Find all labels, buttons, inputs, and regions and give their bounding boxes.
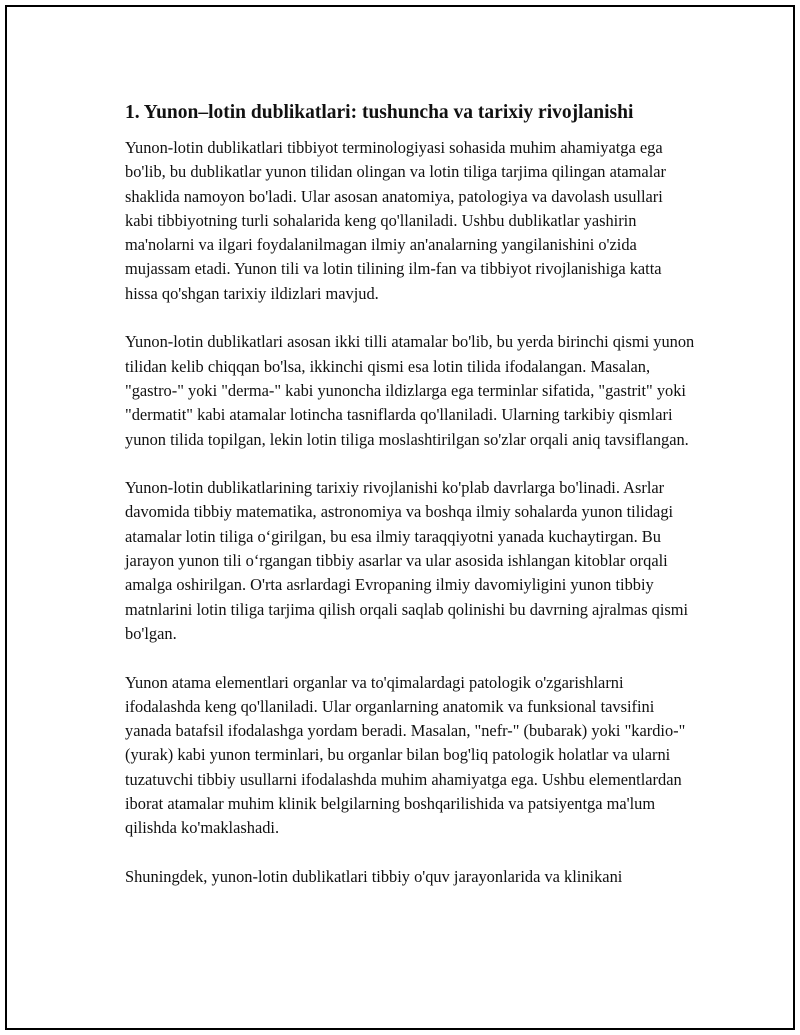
page-frame — [5, 5, 795, 1030]
section-heading: 1. Yunon–lotin dublikatlari: tushuncha va tarixiy rivojlanishi — [125, 102, 634, 123]
paragraph-1: Yunon-lotin dublikatlari tibbiyot terminologiyasi sohasida muhim ahamiyatga ega bo'lib, bu dublikatlar yunon tilidan olingan va lotin tiliga tarjima qilingan atamalar shaklida namoyon bo'ladi. Ular asosan anatomiya, patologiya va davolash usullari kabi tibbiyotning turli sohalarida keng qo'llaniladi. Ushbu dublikatlar yashirin ma'nolarni va ilgari foydalanilmagan ilmiy an'analarning yangilanishini o'zida mujassam etadi. Yunon tili va lotin tilining ilm-fan va tibbiyot rivojlanishiga katta hissa qo'shgan tarixiy ildizlari mavjud. — [125, 138, 666, 303]
document-body — [125, 100, 695, 889]
paragraph-5: Shuningdek, yunon-lotin dublikatlari tibbiy o'quv jarayonlarida va klinikani — [125, 866, 623, 886]
paragraph-2: Yunon-lotin dublikatlari asosan ikki tilli atamalar bo'lib, bu yerda birinchi qismi yunon tilidan kelib chiqqan bo'lsa, ikkinchi qismi esa lotin tilida ifodalangan. Masalan, "gastro-" yoki "derma-" kabi yunoncha ildizlarga ega terminlar sifatida, "gastrit" yoki "dermatit" kabi atamalar lotincha tasniflarda qo'llaniladi. Ularning tarkibiy qismlari yunon tilida topilgan, lekin lotin tiliga moslashtirilgan so'zlar orqali aniq tavsiflangan. — [125, 332, 695, 449]
paragraph-4: Yunon atama elementlari organlar va to'qimalardagi patologik o'zgarishlarni ifodalashda keng qo'llaniladi. Ular organlarning anatomik va funksional tavsifini yanada batafsil ifodalashga yordam beradi. Masalan, "nefr-" (bubarak) yoki "kardio-" (yurak) kabi yunon terminlari, bu organlar bilan bog'liq patologik holatlar va ularni tuzatuvchi tibbiy usullarni ifodalashda muhim ahamiyatga ega. Ushbu elementlardan iborat atamalar muhim klinik belgilarning boshqarilishida va patsiyentga ma'lum qilishda ko'maklashadi. — [125, 672, 686, 838]
paragraph-3: Yunon-lotin dublikatlarining tarixiy rivojlanishi ko'plab davrlarga bo'linadi. Asrlar davomida tibbiy matematika, astronomiya va boshqa ilmiy sohalarda yunon tilidagi atamalar lotin tiliga o‘girilgan, bu esa ilmiy taraqqiyotni yanada kuchaytirgan. Bu jarayon yunon tili o‘rgangan tibbiy asarlar va ular asosida ishlangan kitoblar orqali amalga oshirilgan. O'rta asrlardagi Evropaning ilmiy davomiyligini yunon tibbiy matnlarini lotin tiliga tarjima qilish orqali saqlab qolinishi bu davrning ajralmas qismi bo'lgan. — [125, 478, 689, 643]
